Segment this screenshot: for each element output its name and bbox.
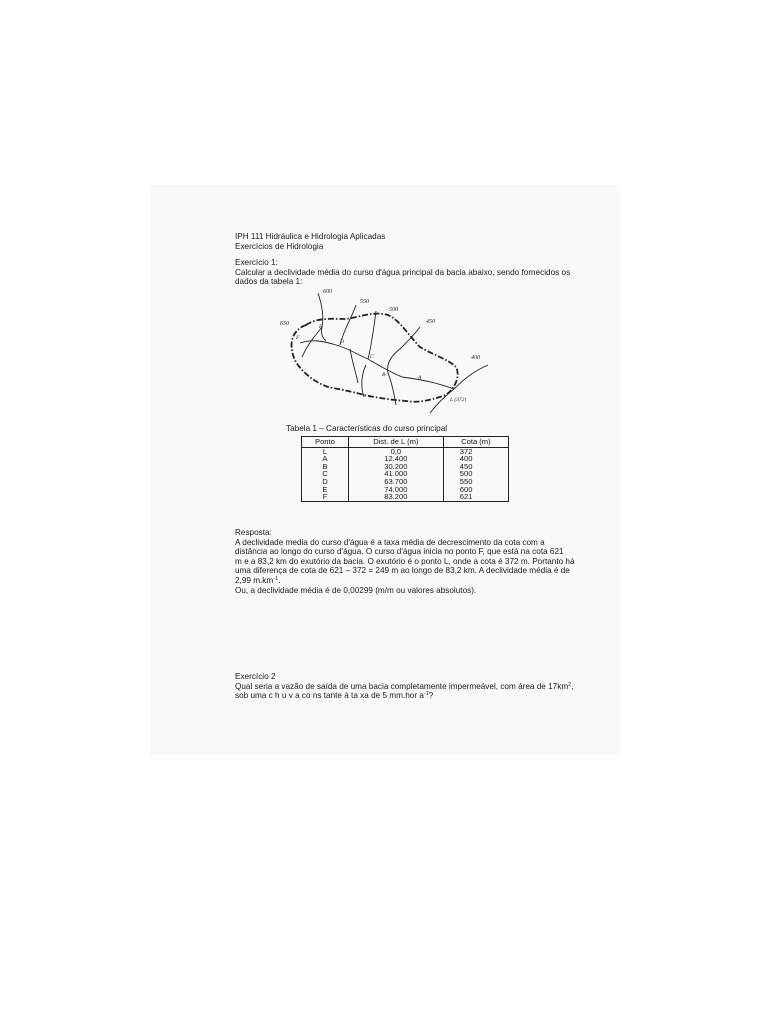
answer-line: distância ao longo do curso d'água. O curso d'água inicia no ponto F, que está na cota 621 [235,547,564,557]
table-cell: 83.200 [348,493,443,501]
table-cell: 600 [443,486,508,494]
table-cell: 372 [443,447,508,455]
table-cell: 74.000 [348,486,443,494]
contour-label: 600 [323,289,332,295]
table-cell: 12.400 [348,455,443,463]
contour-label: 550 [360,299,369,305]
tributary [368,311,376,359]
point-label: E [319,324,323,330]
table-cell: 400 [443,455,508,463]
table-row [302,493,509,501]
answer-title: Resposta: [235,528,272,537]
point-label: A [418,375,422,381]
column-header: Cota (m) [443,437,508,448]
table-cell: 450 [443,463,508,471]
point-label: F [296,335,300,341]
basin-map [278,287,490,417]
table-cell: 550 [443,478,508,486]
table-cell: E [302,486,349,494]
document-subtitle: Exercícios de Hidrologia [235,241,324,251]
table-cell: 621 [443,493,508,501]
exercise-2-text: Qual seria a vazão de saída de uma bacia completamente impermeável, com área de 17km [235,681,569,691]
superscript: 2 [568,681,572,688]
tributary [318,293,326,341]
table-cell: F [302,493,349,501]
table-cell: C [302,470,349,478]
table-cell: 30.200 [348,463,443,471]
exercise-2-line [235,691,580,701]
contour-label: 650 [280,321,289,327]
point-labels [295,324,422,381]
answer-block [235,528,580,595]
exercise-2-title: Exercício 2 [235,672,276,681]
main-stream [300,341,454,389]
table-cell: 0,0 [348,447,443,455]
exercise-2-text: sob uma c h u v a co ns tante à ta xa de 5 mm.hor a [235,691,424,701]
point-label: D [340,339,344,345]
table-cell: 63.700 [348,478,443,486]
exercise-1-line: Calcular a declividade média do curso d'água principal da bacia abaixo, sendo fornecidos os [235,267,571,277]
exercise-1-statement [235,258,580,287]
document-header [235,232,580,251]
exercise-2-text: , [571,681,574,691]
table-cell: 500 [443,470,508,478]
answer-text: . [278,575,281,585]
exercise-2-line [235,682,580,692]
exercise-2-text: ? [428,691,434,701]
table-caption: Tabela 1 – Características do curso principal [286,424,448,433]
contour-label: 400 [471,355,480,361]
outlet-label: L (372) [450,397,467,403]
superscript: -1 [423,691,429,698]
answer-line: A declividade media do curso d'água é a taxa média de decrescimento da cota com a [235,537,545,547]
answer-line: Ou, a declividade média é de 0,00299 (m/m ou valores absolutos). [235,585,477,595]
answer-line [235,576,580,586]
table-cell: L [302,447,349,455]
contour-label: 500 [389,307,398,313]
answer-line: uma diferença de cota de 621 – 372 = 249 m ao longo de 83,2 km. A declividade média é de [235,566,570,576]
course-title: IPH 111 Hidráulica e Hidrologia Aplicadas [235,232,386,241]
table-cell: D [302,478,349,486]
exercise-2-block [235,672,580,701]
table-cell: A [302,455,349,463]
tributary [454,365,488,389]
tributary [362,365,366,397]
exercise-1-line: dados da tabela 1: [235,277,303,287]
column-header: Dist. de L (m) [348,437,443,448]
tributary [388,327,420,373]
contour-labels [280,289,480,361]
exercise-1-title: Exercício 1: [235,258,278,267]
table-cell: 41.000 [348,470,443,478]
table-cell: B [302,463,349,471]
point-label: B [382,372,386,378]
basin-boundary [292,314,458,402]
point-label: C [370,354,374,360]
answer-line: m e a 83,2 km do exutório da bacia. O exutório é o ponto L, onde a cota é 372 m. Portanto há [235,556,575,566]
superscript: -1 [273,575,279,582]
contour-label: 450 [426,319,435,325]
answer-text: 2,99 m.km [235,575,274,585]
column-header: Ponto [302,437,349,448]
table-header-row [302,437,509,448]
river-points-table [301,436,509,502]
